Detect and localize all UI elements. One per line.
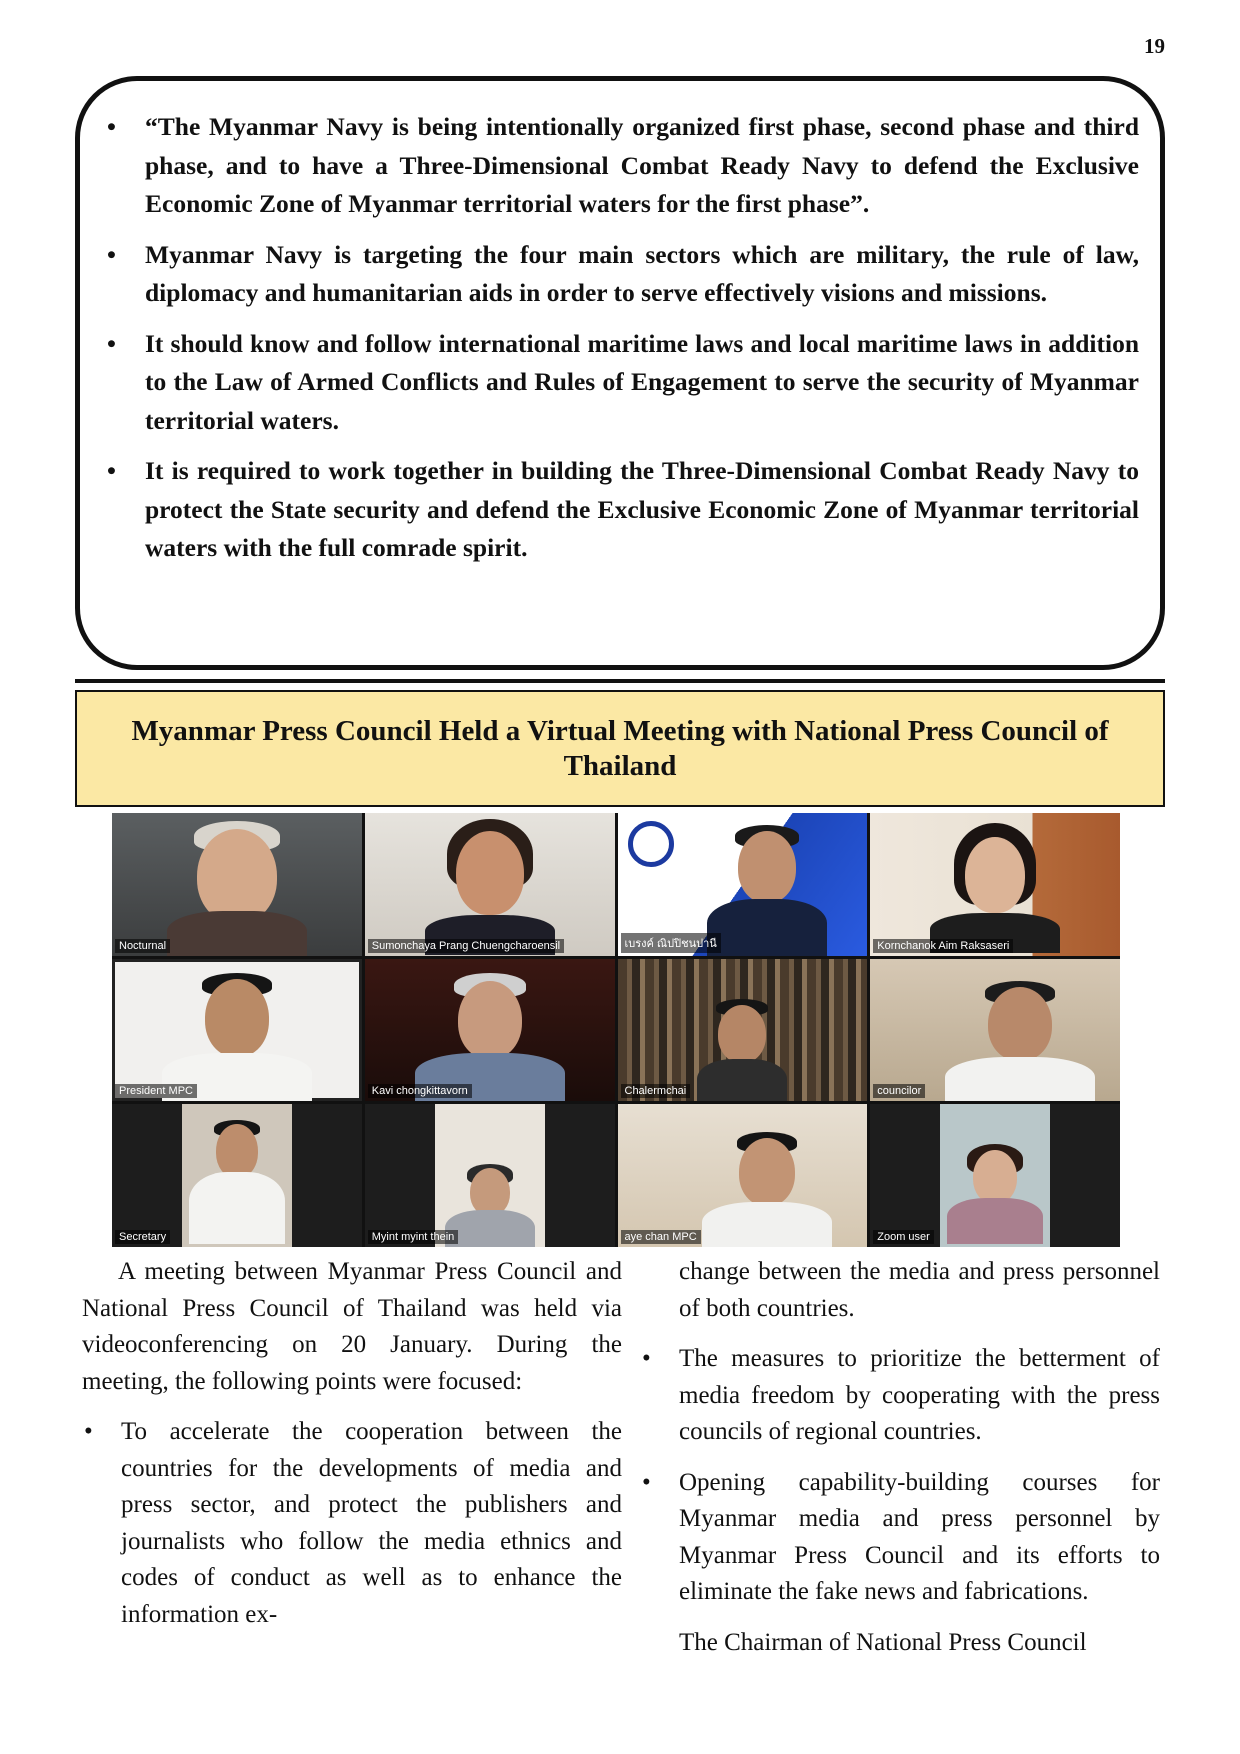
- participant-name: President MPC: [115, 1084, 197, 1098]
- video-tile: [870, 1104, 1120, 1247]
- participant-name: aye chan MPC: [621, 1230, 701, 1244]
- video-tile: [618, 1104, 868, 1247]
- video-tile: [365, 813, 615, 956]
- participant-name: councilor: [873, 1084, 925, 1098]
- video-tile: [618, 813, 868, 956]
- meeting-point: • Opening capability-building courses for Myanmar media and press personnel by Myanmar Press Council and its efforts to eliminate the fake news and fabrications.: [640, 1465, 1160, 1611]
- video-tile: [112, 813, 362, 956]
- video-tile: [618, 959, 868, 1102]
- article-headline: Myanmar Press Council Held a Virtual Meeting with National Press Council of Thailand: [131, 714, 1109, 782]
- participant-name: Nocturnal: [115, 939, 170, 953]
- participant-name: Kornchanok Aim Raksaseri: [873, 939, 1013, 953]
- meeting-point-continued: change between the media and press personnel of both countries.: [679, 1258, 1160, 1322]
- participant-name: Kavi chongkittavorn: [368, 1084, 472, 1098]
- article-right-column: [640, 1254, 1160, 1661]
- article-left-column: [82, 1254, 622, 1633]
- navy-points-list: [107, 108, 1139, 580]
- video-tile: [365, 959, 615, 1102]
- navy-point: • It should know and follow international maritime laws and local maritime laws in addition to the Law of Armed Conflicts and Rules of Engagement to serve the security of Myanmar territorial waters.: [107, 325, 1139, 441]
- page-number: 19: [1144, 34, 1165, 58]
- video-tile: [365, 1104, 615, 1247]
- meeting-points-list: [82, 1414, 622, 1633]
- article-intro: A meeting between Myanmar Press Council and National Press Council of Thailand was held via videoconferencing on 20 January. During the meeting, the following points were focused:: [82, 1258, 622, 1395]
- video-conference-screenshot: [112, 813, 1120, 1247]
- video-tile: [870, 813, 1120, 956]
- video-tile: [112, 1104, 362, 1247]
- video-tile: [112, 959, 362, 1102]
- participant-name: Zoom user: [873, 1230, 934, 1244]
- video-tile: [870, 959, 1120, 1102]
- article-continuation: The Chairman of National Press Council: [679, 1628, 1087, 1656]
- navy-point: • It is required to work together in building the Three-Dimensional Combat Ready Navy to protect the State security and defend the Exclusive Economic Zone of Myanmar territorial waters with the full comrade spirit.: [107, 452, 1139, 568]
- participant-name: Chalermchai: [621, 1084, 691, 1098]
- navy-point: • Myanmar Navy is targeting the four main sectors which are military, the rule of law, diplomacy and humanitarian aids in order to serve effectively visions and missions.: [107, 236, 1139, 313]
- meeting-point: • To accelerate the cooperation between the countries for the developments of media and press sector, and protect the publishers and journalists who follow the media ethnics and codes of conduct as well as to enhance the information ex-: [82, 1414, 622, 1633]
- section-divider: [75, 679, 1165, 683]
- participant-name: Secretary: [115, 1230, 170, 1244]
- press-council-logo-icon: [628, 821, 674, 867]
- article-headline-box: [75, 690, 1165, 807]
- meeting-points-list: [640, 1341, 1160, 1611]
- meeting-point: • The measures to prioritize the betterment of media freedom by cooperating with the press councils of regional countries.: [640, 1341, 1160, 1451]
- participant-name: Myint myint thein: [368, 1230, 459, 1244]
- participant-name: เบรงค์ ณิปปิชนปานี: [621, 933, 721, 953]
- participant-name: Sumonchaya Prang Chuengcharoensil: [368, 939, 564, 953]
- navy-point: • “The Myanmar Navy is being intentionally organized first phase, second phase and third phase, and to have a Three-Dimensional Combat Ready Navy to defend the Exclusive Economic Zone of Myanmar territorial waters for the first phase”.: [107, 108, 1139, 224]
